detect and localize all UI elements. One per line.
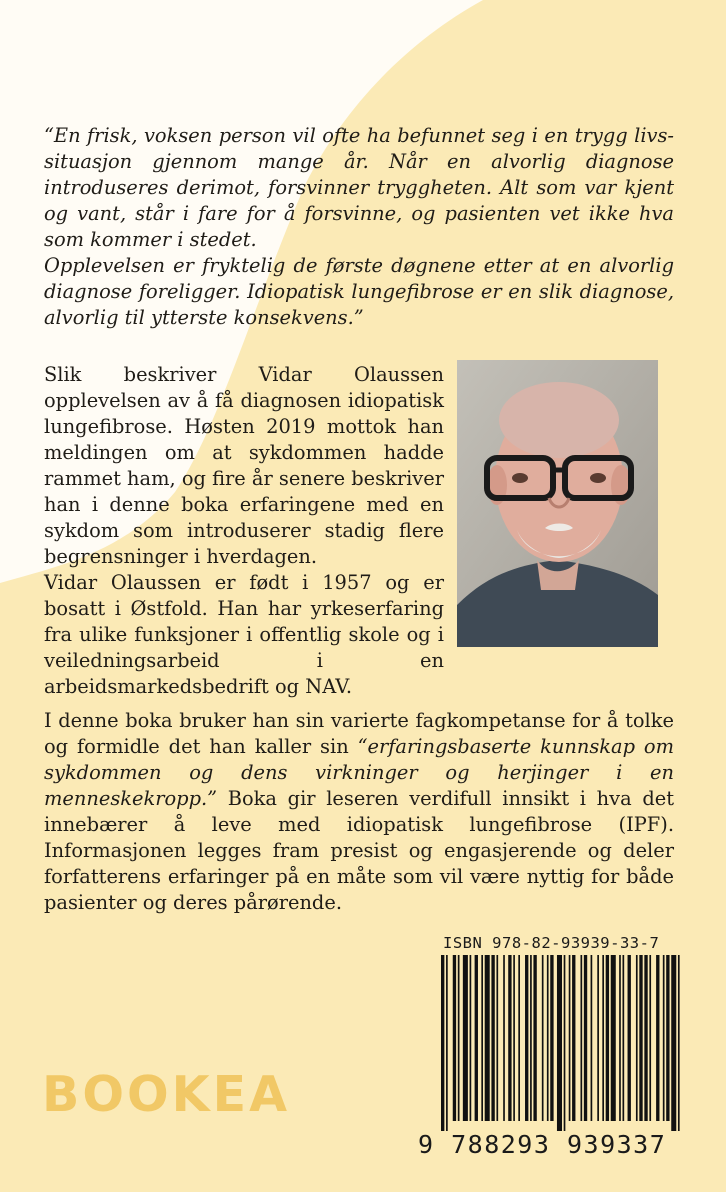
barcode-bar [649,955,651,1121]
barcode-bar [678,955,680,1131]
bio-paragraph-2: Vidar Olaussen er født i 1957 og er bosatt i Østfold. Han har yrkeserfaring fra ulike funksjoner i offentlig skole og i veiledningsarbeid i en arbeidsmarkedsbedrift og NAV. [44,571,444,698]
isbn-label: ISBN 978-82-93939-33-7 [443,934,660,952]
barcode-bar [458,955,460,1121]
barcode-bar [481,955,483,1121]
closing-quote-italic: “erfaringsbaserte kunnskap om sykdommen og dens virkninger og herjinger i en menneskekropp.” [44,735,674,810]
barcode-bar [550,955,553,1121]
barcode-bar [525,955,528,1121]
barcode-bar [453,955,456,1121]
barcode-bar [533,955,536,1121]
barcode-bar [639,955,642,1121]
barcode-bar [572,955,575,1121]
barcode-bar [619,955,621,1121]
barcode-bar [547,955,549,1121]
barcode-bar [602,955,604,1121]
barcode-bar [513,955,515,1121]
barcode-bar [530,955,532,1121]
barcode-bar [611,955,616,1121]
barcode-bar [491,955,494,1121]
quote-paragraph-1: “En frisk, voksen person vil ofte ha befunnet seg i en trygg livs-situasjon gjennom mange år. Når en alvorlig diagnose introduseres derimot, forsvinner tryggheten. Alt som var kjent og vant, står i fare for å forsvinne, og pasienten vet ikke hva som kommer i stedet. [44,124,674,251]
barcode-bar [441,955,444,1131]
barcode-bar [446,955,448,1131]
closing-text-2: Boka gir leseren verdifull innsikt i hva det innebærer å leve med idiopatisk lungefibrose (IPF). Informasjonen legges fram presist og engasjerende og deler forfatterens erfaringer på en måte som vil være nyttig for både pasienter og deres pårørende. [44,787,674,914]
barcode-bar [475,955,478,1121]
publisher-logo: BOOKEA [42,1066,291,1123]
barcode-bar [671,955,676,1131]
author-photo [457,360,658,647]
author-bio [44,362,444,700]
barcode-bar [606,955,609,1121]
barcode-bar [470,955,472,1121]
barcode-bar [569,955,571,1121]
barcode-bar [628,955,631,1121]
barcode-bar [636,955,638,1121]
bio-paragraph-1: Slik beskriver Vidar Olaussen opplevelsen av å få diagnosen idiopatisk lungefibrose. Høsten 2019 mottok han meldingen om at sykdommen hadde rammet ham, og fire år senere beskriver han i denne boka erfaringene med en sykdom som introduserer stadig flere begrensninger i hverdagen. [44,363,444,568]
ean-digits: 9 788293 939337 [418,1130,667,1159]
barcode-bar [496,955,498,1121]
closing-text-1: I denne boka bruker han sin varierte fagkompetanse for å tolke og formidle det han kaller sin [44,709,674,758]
barcode-bar [564,955,566,1131]
barcode-bar [518,955,520,1121]
barcode-bar [503,955,505,1121]
closing-paragraph [44,708,674,916]
barcode-bar [656,955,659,1121]
quote-paragraph-2: Opplevelsen er fryktelig de første døgnene etter at en alvorlig diagnose foreligger. Idiopatisk lungefibrose er en slik diagnose, alvorlig til ytterste konsekvens.” [44,254,674,329]
barcode-bar [580,955,582,1121]
barcode-bar [584,955,587,1121]
barcode-bar [557,955,562,1131]
barcode-bar [508,955,511,1121]
barcode-bar [644,955,647,1121]
barcode-bar [623,955,625,1121]
barcode-bar [485,955,490,1121]
barcode-bar [542,955,544,1121]
barcode-bar [663,955,665,1121]
isbn-barcode [441,955,683,1131]
barcode-bar [591,955,593,1121]
barcode-bar [666,955,669,1121]
barcode-bar [463,955,468,1121]
barcode-bar [597,955,599,1121]
quote-block [44,123,674,331]
